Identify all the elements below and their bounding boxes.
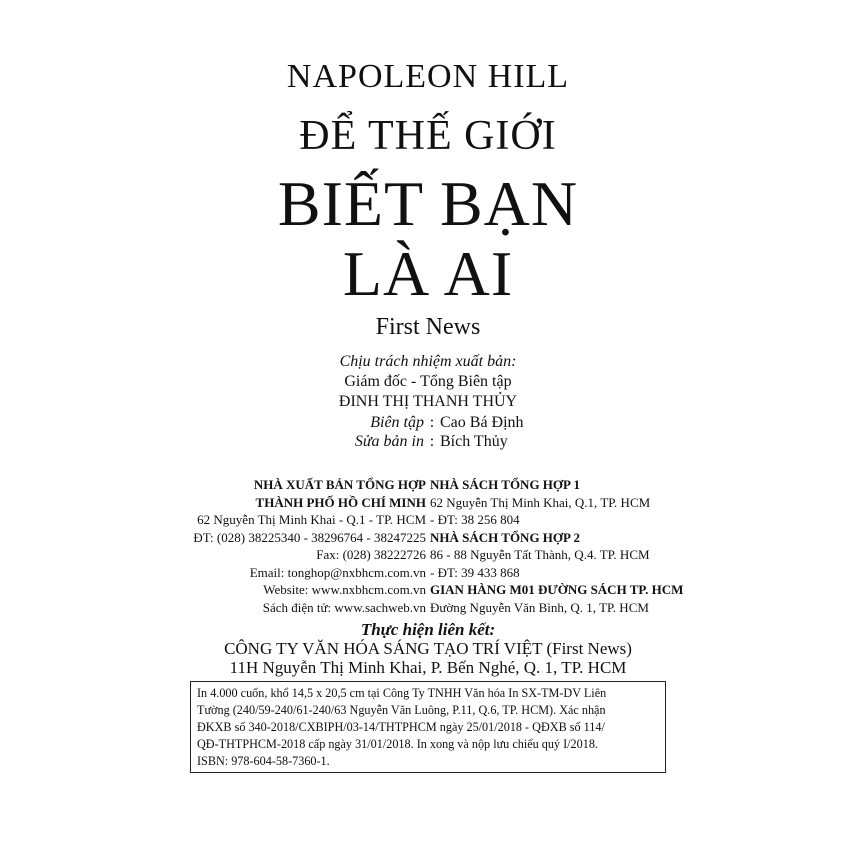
publisher-phone: ĐT: (028) 38225340 - 38296764 - 38247225 (193, 529, 426, 545)
staff-separator: : (429, 414, 435, 431)
partner-block (0, 620, 856, 677)
store-1-phone: - ĐT: 38 256 804 (430, 512, 520, 527)
store-1-address: 62 Nguyễn Thị Minh Khai, Q.1, TP. HCM (430, 494, 651, 510)
print-info-line: Tường (240/59-240/61-240/63 Nguyễn Văn Luông, P.11, Q.6, TP. HCM). Xác nhận (197, 703, 606, 717)
store-1-name: NHÀ SÁCH TỔNG HỢP 1 (430, 477, 581, 492)
responsibility-role: Giám đốc - Tổng Biên tập (344, 373, 512, 390)
store-2-phone: - ĐT: 39 433 868 (430, 564, 520, 580)
staff-label: Biên tập (370, 414, 424, 431)
partner-company: CÔNG TY VĂN HÓA SÁNG TẠO TRÍ VIỆT (First News) (224, 639, 632, 658)
booth-address: Đường Nguyễn Văn Bình, Q. 1, TP. HCM (430, 599, 649, 615)
brand-name: First News (375, 314, 481, 340)
staff-separator: : (429, 433, 435, 450)
publisher-name-1: NHÀ XUẤT BẢN TỔNG HỢP (253, 477, 426, 492)
publisher-fax: Fax: (028) 38222726 (316, 547, 426, 562)
publisher-ebook: Sách điện tử: www.sachweb.vn (262, 599, 426, 615)
publisher-name-2: THÀNH PHỐ HỒ CHÍ MINH (255, 494, 426, 510)
store-2-address: 86 - 88 Nguyễn Tất Thành, Q.4. TP. HCM (430, 547, 650, 562)
publisher-email: Email: tonghop@nxbhcm.com.vn (249, 564, 426, 580)
stores-block (430, 476, 683, 616)
isbn-line: ISBN: 978-604-58-7360-1. (197, 754, 330, 768)
staff-row-editor (300, 413, 524, 432)
store-2-name: NHÀ SÁCH TỔNG HỢP 2 (430, 529, 581, 545)
partner-address: 11H Nguyễn Thị Minh Khai, P. Bến Nghé, Q. 1, TP. HCM (229, 658, 627, 677)
title-line-2: BIẾT BẠN (277, 168, 579, 239)
publisher-block (193, 476, 426, 616)
responsibility-heading: Chịu trách nhiệm xuất bản: (339, 353, 517, 370)
responsibility-block (0, 352, 856, 412)
responsibility-name: ĐINH THỊ THANH THỦY (338, 393, 518, 410)
booth-name: GIAN HÀNG M01 ĐƯỜNG SÁCH TP. HCM (430, 582, 684, 597)
staff-list (300, 413, 524, 451)
print-info-line: ĐKXB số 340-2018/CXBIPH/03-14/THTPHCM ngày 25/01/2018 - QĐXB số 114/ (197, 720, 605, 734)
print-info-line: In 4.000 cuốn, khổ 14,5 x 20,5 cm tại Công Ty TNHH Văn hóa In SX-TM-DV Liên (197, 686, 607, 700)
title-line-1: ĐỂ THẾ GIỚI (299, 113, 557, 159)
partner-heading: Thực hiện liên kết: (360, 620, 496, 639)
title-line-3: LÀ AI (342, 238, 514, 309)
publisher-website: Website: www.nxbhcm.com.vn (263, 582, 426, 597)
staff-row-proofreader (300, 432, 524, 451)
print-info-line: QĐ-THTPHCM-2018 cấp ngày 31/01/2018. In xong và nộp lưu chiểu quý I/2018. (197, 737, 598, 751)
publisher-address: 62 Nguyễn Thị Minh Khai - Q.1 - TP. HCM (197, 512, 426, 527)
print-info-box (190, 681, 666, 773)
staff-value: Bích Thủy (440, 433, 508, 450)
author-name: NAPOLEON HILL (286, 58, 570, 95)
staff-value: Cao Bá Định (440, 414, 524, 431)
staff-label: Sửa bản in (354, 433, 424, 450)
